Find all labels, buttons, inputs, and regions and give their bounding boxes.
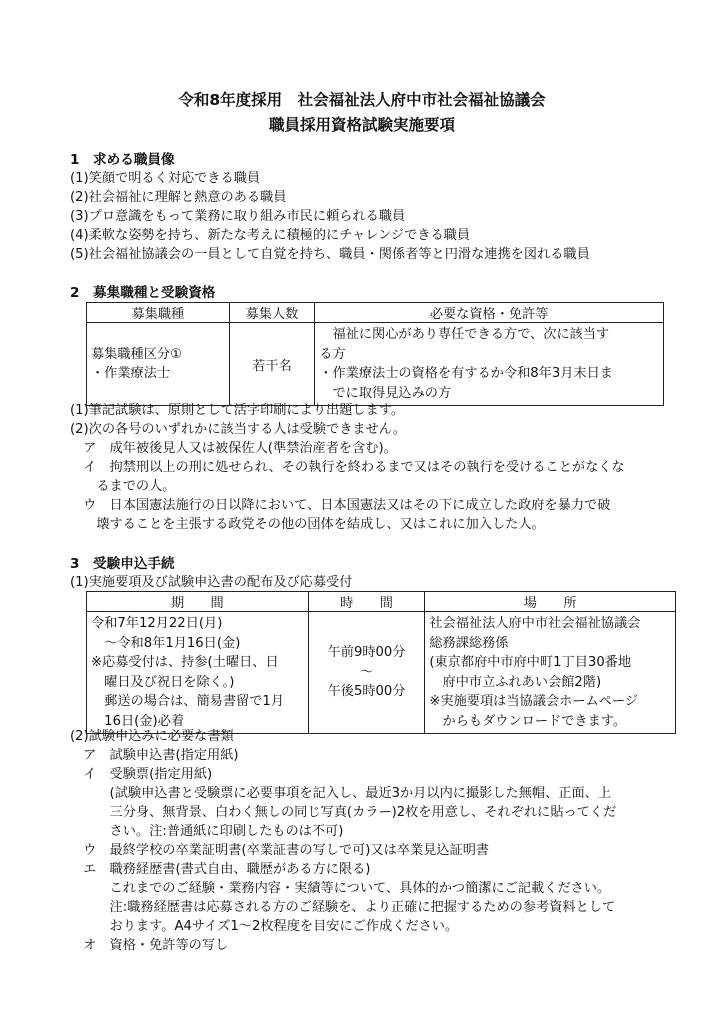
section1-heading: 1 求める職員像: [70, 152, 175, 168]
place-line: 府中市立ふれあい会館2階): [429, 674, 602, 690]
period-line: 令和7年12月22日(月): [91, 616, 223, 631]
application-table: [86, 591, 676, 734]
count-cell: 若干名: [229, 323, 315, 406]
header-place: 場 所: [425, 592, 676, 612]
requirement-line: る方: [319, 346, 346, 362]
document-item: これまでのご経験・業務内容・実績等について、具体的かつ簡潔にご記載ください。: [70, 881, 611, 896]
requirement-line: でに取得見込みの方: [319, 385, 452, 401]
job-line: ・作業療法士: [91, 366, 171, 381]
period-cell: [87, 612, 309, 734]
section2-note: 壊することを主張する政党その他の団体を結成し、又はこれに加入した人。: [70, 517, 545, 532]
document-item: 注:職務経歴書は応募される方のご経験を、より正確に把握するための参考資料として: [70, 900, 616, 915]
section3-sub2: (2)試験申込みに必要な書類: [70, 729, 234, 744]
header-period: 期 間: [87, 592, 309, 612]
section1-item: (1)笑顔で明るく対応できる職員: [70, 171, 261, 186]
section2-note: ア 成年被後見人又は被保佐人(準禁治産者を含む)。: [70, 441, 397, 456]
section2-heading: 2 募集職種と受験資格: [70, 285, 216, 301]
document-item: 三分身、無背景、白わく無しの同じ写真(カラー)2枚を用意し、それぞれに貼ってくだ: [70, 805, 617, 820]
section2-note: るまでの人。: [70, 479, 176, 494]
section2-note: ウ 日本国憲法施行の日以降において、日本国憲法又はその下に成立した政府を暴力で破: [70, 498, 611, 513]
header-job: 募集職種: [87, 303, 230, 323]
place-line: 社会福祉法人府中市社会福祉協議会: [429, 616, 641, 631]
section1-item: (3)プロ意識をもって業務に取り組み市民に頼られる職員: [70, 209, 406, 224]
document-item: エ 職務経歴書(書式自由、職歴がある方に限る): [70, 862, 371, 877]
period-line: ～令和8年1月16日(金): [91, 635, 241, 651]
document-item: おります。A4サイズ1～2枚程度を目安にご作成ください。: [70, 919, 459, 934]
job-line: 募集職種区分①: [91, 346, 182, 362]
job-cell: [87, 323, 230, 406]
header-time: 時 間: [308, 592, 425, 612]
period-line: 郵送の場合は、簡易書留で1月: [91, 694, 285, 709]
place-line: ※実施要項は当協議会ホームページ: [429, 694, 638, 709]
document-item: さい。注:普通紙に印刷したものは不可): [70, 824, 344, 839]
document-item: オ 資格・免許等の写し: [70, 938, 229, 953]
section1-item: (5)社会福祉協議会の一員として自覚を持ち、職員・関係者等と円滑な連携を図れる職員: [70, 247, 590, 262]
requirements-cell: [315, 323, 664, 406]
time-line: ～: [359, 664, 374, 680]
header-count: 募集人数: [229, 303, 315, 323]
time-line: 午前9時00分: [327, 645, 406, 661]
document-item: イ 受験票(指定用紙): [70, 767, 213, 782]
requirement-line: ・作業療法士の資格を有するか令和8年3月末日ま: [319, 366, 613, 381]
section1-item: (2)社会福祉に理解と熱意のある職員: [70, 190, 287, 205]
document-item: (試験申込書と受験票に必要事項を記入し、最近3か月以内に撮影した無帽、正面、上: [70, 786, 612, 801]
header-requirements: 必要な資格・免許等: [315, 303, 664, 323]
place-cell: [425, 612, 676, 734]
document-item: ウ 最終学校の卒業証明書(卒業証書の写しで可)又は卒業見込証明書: [70, 843, 490, 858]
document-title-line2: 職員採用資格試験実施要項: [268, 116, 455, 134]
section3-sub1: (1)実施要項及び試験申込書の配布及び応募受付: [70, 575, 353, 590]
period-line: 曜日及び祝日を除く。): [91, 674, 235, 690]
period-line: 16日(金)必着: [91, 713, 185, 729]
place-line: からもダウンロードできます。: [429, 713, 627, 729]
document-title-line1: 令和8年度採用 社会福祉法人府中市社会福祉協議会: [178, 91, 546, 109]
time-cell: [308, 612, 425, 734]
document-item: ア 試験申込書(指定用紙): [70, 748, 239, 763]
place-line: 総務課総務係: [429, 635, 509, 651]
section1-item: (4)柔軟な姿勢を持ち、新たな考えに積極的にチャレンジできる職員: [70, 228, 471, 243]
section2-note: (2)次の各号のいずれかに該当する人は受験できません。: [70, 422, 406, 437]
period-line: ※応募受付は、持参(土曜日、日: [91, 655, 279, 670]
section2-note: (1)筆記試験は、原則として活字印刷により出題します。: [70, 403, 405, 418]
requirement-line: 福祉に関心があり専任できる方で、次に該当す: [319, 327, 610, 342]
time-line: 午後5時00分: [327, 684, 406, 700]
recruitment-table: [86, 302, 664, 406]
place-line: (東京都府中市府中町1丁目30番地: [429, 655, 632, 670]
section2-note: イ 拘禁刑以上の刑に処せられ、その執行を終わるまで又はその執行を受けることがなくな: [70, 460, 625, 475]
section3-heading: 3 受験申込手続: [70, 556, 175, 572]
